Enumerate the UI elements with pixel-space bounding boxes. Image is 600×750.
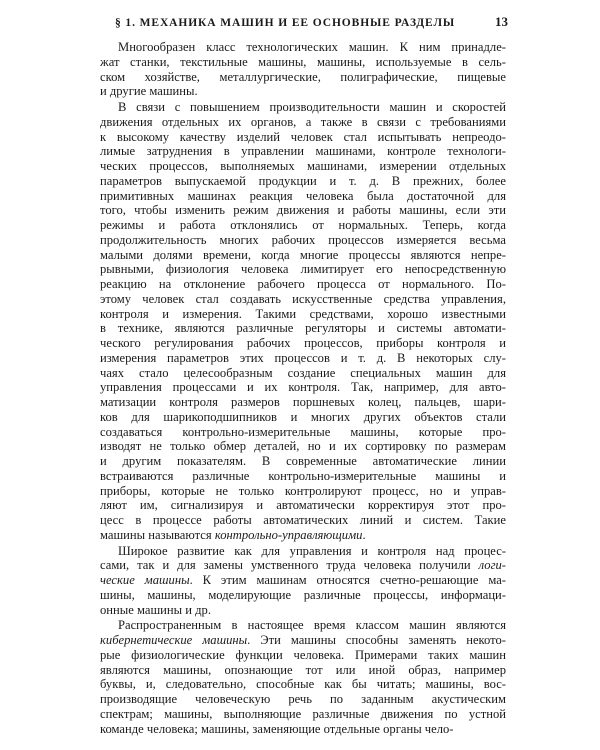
text-segment: ском хозяйстве, металлургические, полиграфические, пищевые — [100, 69, 506, 84]
text-line — [100, 648, 506, 663]
text-segment: . К этим машинам относятся счетно-решающие ма- — [189, 573, 506, 587]
text-line — [100, 336, 506, 351]
text-segment: параметров выпускаемой продукции и т. д. В прежних, более — [100, 173, 506, 188]
text-line — [100, 469, 506, 484]
chapter-section-title: § 1. МЕХАНИКА МАШИН И ЕЕ ОСНОВНЫЕ РАЗДЕЛЫ — [115, 17, 456, 29]
text-segment: реакцию на отклонение рабочего процесса от нормального. По- — [100, 277, 506, 291]
text-line — [100, 573, 506, 588]
text-line — [100, 100, 506, 115]
text-segment: управления процессами и их контроля. Так, например, для авто- — [100, 380, 506, 395]
text-segment: в технике, являются различные регуляторы и системы автомати- — [100, 321, 506, 336]
text-segment: являются машины, опознающие тот или иной образ, например — [100, 662, 506, 677]
text-line — [100, 439, 506, 454]
text-line — [100, 292, 506, 307]
text-line — [100, 484, 506, 499]
text-line — [100, 692, 506, 707]
text-line — [100, 366, 506, 381]
text-line — [100, 454, 506, 469]
text-segment: движения отдельных их органов, а также в связи с требованиями — [100, 114, 506, 129]
text-line — [100, 558, 506, 573]
text-line — [100, 663, 506, 678]
text-line — [100, 144, 506, 159]
text-segment: В связи с повышением производительности машин и скоростей — [118, 100, 506, 114]
text-segment: того, чтобы изменить режим движения и работы машины, если эти — [100, 203, 506, 218]
text-segment: Широкое развитие как для управления и контроля над процес- — [118, 543, 506, 558]
text-segment: изводят не только обмер деталей, но и их сортировку по размерам — [100, 439, 506, 454]
text-line — [100, 55, 506, 70]
text-segment: приборы, которые не только контролируют процесс, но и управ- — [100, 483, 506, 498]
text-segment: и другим показателям. В современные автоматические линии — [100, 454, 506, 468]
text-line — [100, 380, 506, 395]
text-line — [100, 130, 506, 145]
italic-term: логи- — [478, 558, 506, 573]
paragraph — [100, 544, 506, 618]
text-segment: цесс в процессе работы автоматических линий и систем. Такие — [100, 513, 506, 527]
text-segment: рывными, физиология человека лимитирует его непосредственную — [100, 262, 506, 277]
text-segment: . — [362, 527, 366, 542]
text-segment: ческого регулирования рабочих процессов, приборы контроля и — [100, 336, 506, 350]
text-segment: продолжительность многих рабочих процессов измеряется весьма — [100, 232, 506, 247]
text-line — [100, 677, 506, 692]
text-line — [100, 189, 506, 204]
text-line — [100, 633, 506, 648]
text-segment: малыми долями времени, когда многие процессы являются непре- — [100, 247, 506, 262]
text-segment: ляют им, сигнализируя и автоматически корректируя этот про- — [100, 498, 506, 513]
text-line — [100, 262, 506, 277]
italic-term: кибернетические машины — [100, 633, 248, 647]
text-segment: . Эти машины способны заменять некото- — [247, 633, 506, 647]
text-segment: жат станки, текстильные машины, машины, используемые в сель- — [100, 54, 506, 69]
text-segment: создаваться контрольно-измерительные машины, которые про- — [100, 424, 506, 439]
text-line — [100, 395, 506, 410]
text-segment: ков для шарикоподшипников и многих других объектов стали — [100, 409, 506, 424]
text-segment: этому человек стал создавать искусственные средства управления, — [100, 291, 506, 306]
text-segment: сами, так и для замены умственного труда человека получили — [100, 558, 479, 573]
text-line — [100, 248, 506, 263]
running-header — [115, 14, 508, 30]
text-segment: измерения параметров этих процессов и т. д. В некоторых слу- — [100, 350, 506, 365]
text-segment: Распространенным в настоящее время классом машин являются — [118, 618, 506, 633]
text-line — [100, 70, 506, 85]
text-segment: и другие машины. — [100, 84, 198, 99]
italic-term: контрольно-управляющими — [214, 527, 363, 542]
text-segment: машины называются — [100, 527, 215, 542]
text-line — [100, 588, 506, 603]
text-line — [100, 351, 506, 366]
text-segment: матизации контроля размеров поршневых колец, пальцев, шари- — [100, 395, 506, 409]
text-line — [100, 321, 506, 336]
text-segment: лимые затруднения в управлении машинами, контроле технологи- — [100, 144, 506, 159]
text-segment: онные машины и др. — [100, 602, 211, 617]
text-line — [100, 307, 506, 322]
body-text — [100, 40, 506, 737]
text-segment: буквы, и, следовательно, способные как бы читать; машины, вос- — [100, 677, 506, 692]
text-line — [100, 513, 506, 528]
page-number: 13 — [495, 14, 508, 29]
text-line — [100, 159, 506, 174]
text-segment: контроля и измерения. Такими средствами, хорошо известными — [100, 306, 506, 321]
text-segment: примитивных машинах реакция человека была достаточной для — [100, 188, 506, 203]
text-line — [100, 498, 506, 513]
text-line — [100, 40, 506, 55]
text-line — [100, 603, 506, 618]
text-line — [100, 115, 506, 130]
text-line — [100, 203, 506, 218]
text-line — [100, 722, 506, 737]
text-line — [100, 544, 506, 559]
text-segment: спектрам; машины, выполняющие различные движения по устной — [100, 706, 506, 721]
paragraph — [100, 100, 506, 543]
text-segment: режимы и работа отклонялись от нормальных. Теперь, когда — [100, 218, 506, 232]
paragraph — [100, 40, 506, 99]
paragraph — [100, 618, 506, 736]
text-segment: команде человека; машины, заменяющие отдельные органы чело- — [100, 721, 454, 736]
text-line — [100, 425, 506, 440]
italic-term: ческие машины — [100, 573, 190, 587]
text-line — [100, 174, 506, 189]
text-line — [100, 410, 506, 425]
text-segment: ческих процессов, выполняемых машинами, измерении отдельных — [100, 159, 506, 173]
text-segment: к высокому качеству изделий человек стал испытывать непреодо- — [100, 129, 506, 144]
text-line — [100, 233, 506, 248]
text-line — [100, 218, 506, 233]
text-line — [100, 84, 506, 99]
text-segment: встраиваются различные контрольно-измерительные машины и — [100, 468, 506, 483]
text-segment: производящие человеческую речь по заданным акустическим — [100, 692, 506, 706]
text-segment: чаях стало целесообразным создание специальных машин для — [100, 365, 506, 380]
text-line — [100, 528, 506, 543]
text-line — [100, 277, 506, 292]
text-segment: шины, машины, моделирующие различные процессы, информаци- — [100, 587, 506, 602]
text-line — [100, 707, 506, 722]
text-line — [100, 618, 506, 633]
text-segment: Многообразен класс технологических машин. К ним принадле- — [118, 40, 506, 54]
text-segment: рые физиологические функции человека. Примерами таких машин — [100, 647, 506, 662]
